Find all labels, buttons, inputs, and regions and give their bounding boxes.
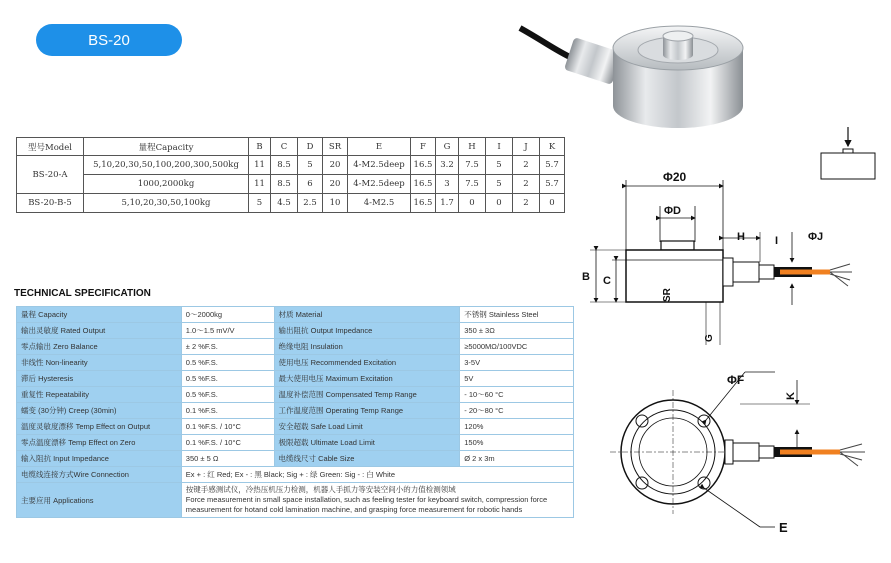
spec-value: 不锈钢 Stainless Steel [460,307,574,323]
spec-label: 输入阻抗 Input Impedance [17,451,182,467]
header-capacity: 量程Capacity [84,138,249,156]
label-c: C [603,275,611,287]
label-k: K [785,392,797,400]
spec-label: 重复性 Repeatability [17,387,182,403]
cell: 20 [323,175,348,194]
row-model: BS-20-A [17,156,84,194]
spec-label: 最大使用电压 Maximum Excitation [274,371,460,387]
spec-value: ± 2 %F.S. [181,339,274,355]
cell: 2.5 [298,194,323,213]
spec-label: 非线性 Non-linearity [17,355,182,371]
cell: 16.5 [411,156,436,175]
cell: 7.5 [459,175,486,194]
row-capacity: 1000,2000kg [84,175,249,194]
header-c: C [271,138,298,156]
spec-value: 3-5V [460,355,574,371]
cell: 5.7 [540,175,565,194]
spec-value: ≥5000MΩ/100VDC [460,339,574,355]
label-phi20: Φ20 [663,170,687,184]
spec-value: 0.1 %F.S. [181,403,274,419]
cell: 11 [249,156,271,175]
spec-label: 滞后 Hysteresis [17,371,182,387]
header-sr: SR [323,138,348,156]
header-model: 型号Model [17,138,84,156]
spec-label: 绝缘电阻 Insulation [274,339,460,355]
spec-value: 0.1 %F.S. / 10°C [181,419,274,435]
side-view-cable [774,264,852,286]
cell: 3.2 [436,156,459,175]
cell: 2 [513,194,540,213]
spec-value: - 10～60 °C [460,387,574,403]
spec-label: 极限超载 Ultimate Load Limit [274,435,460,451]
header-j: J [513,138,540,156]
cell: 1.7 [436,194,459,213]
wiring-label: 电缆线连接方式Wire Connection [17,467,182,483]
application-label: 主要应用 Applications [17,483,182,518]
spec-value: 5V [460,371,574,387]
wiring-value: Ex + : 红 Red; Ex - : 黑 Black; Sig + : 绿 Green: Sig - : 白 White [181,467,573,483]
spec-value: 350 ± 3Ω [460,323,574,339]
label-e: E [779,520,788,535]
header-k: K [540,138,565,156]
spec-value: 0～2000kg [181,307,274,323]
cell: 3 [436,175,459,194]
spec-label: 电缆线尺寸 Cable Size [274,451,460,467]
spec-label: 量程 Capacity [17,307,182,323]
label-phif: ΦF [727,373,745,387]
spec-value: 350 ± 5 Ω [181,451,274,467]
spec-label: 材质 Material [274,307,460,323]
label-i: I [775,235,779,247]
cell: 5 [486,175,513,194]
row-capacity: 5,10,20,30,50,100kg [84,194,249,213]
cell: 16.5 [411,175,436,194]
spec-value: 150% [460,435,574,451]
cell: 4-M2.5 [348,194,411,213]
label-phid: ΦD [664,205,681,217]
header-g: G [436,138,459,156]
cell: 5 [249,194,271,213]
label-b: B [582,271,590,283]
spec-label: 温度补偿范围 Compensated Temp Range [274,387,460,403]
cell: 4.5 [271,194,298,213]
spec-label: 工作温度范围 Operating Temp Range [274,403,460,419]
spec-label: 零点输出 Zero Balance [17,339,182,355]
side-view-drawing [590,180,792,345]
cell: 0 [540,194,565,213]
cell: 0 [459,194,486,213]
row-capacity: 5,10,20,30,50,100,200,300,500kg [84,156,249,175]
cell: 0 [486,194,513,213]
spec-value: Ø 2 x 3m [460,451,574,467]
spec-value: 0.1 %F.S. / 10°C [181,435,274,451]
load-direction-icon [821,127,875,179]
cell: 4-M2.5deep [348,175,411,194]
header-f: F [411,138,436,156]
tech-spec-title: TECHNICAL SPECIFICATION [14,288,151,299]
label-h: H [737,231,745,243]
cell: 8.5 [271,175,298,194]
header-b: B [249,138,271,156]
spec-label: 输出灵敏度 Rated Output [17,323,182,339]
spec-value: 1.0～1.5 mV/V [181,323,274,339]
label-sr: SR [662,288,673,302]
cell: 5 [298,156,323,175]
cell: 5.7 [540,156,565,175]
header-e: E [348,138,411,156]
cell: 7.5 [459,156,486,175]
model-badge: BS-20 [36,24,182,56]
row-model: BS-20-B-5 [17,194,84,213]
cell: 4-M2.5deep [348,156,411,175]
spec-value: 0.5 %F.S. [181,387,274,403]
top-view-cable [774,444,865,466]
spec-value: 120% [460,419,574,435]
cell: 6 [298,175,323,194]
spec-label: 使用电压 Recommended Excitation [274,355,460,371]
spec-label: 温度灵敏度漂移 Temp Effect on Output [17,419,182,435]
cell: 5 [486,156,513,175]
cell: 2 [513,175,540,194]
header-i: I [486,138,513,156]
cell: 11 [249,175,271,194]
label-g: G [704,334,715,342]
cell: 10 [323,194,348,213]
header-d: D [298,138,323,156]
spec-value: 0.5 %F.S. [181,355,274,371]
spec-value: 0.5 %F.S. [181,371,274,387]
spec-label: 输出阻抗 Output Impedance [274,323,460,339]
cell: 2 [513,156,540,175]
spec-label: 零点温度漂移 Temp Effect on Zero [17,435,182,451]
spec-label: 蠕变 (30分钟) Creep (30min) [17,403,182,419]
label-phij: ΦJ [808,231,824,243]
load-cell-photo [520,26,743,128]
application-line-cn: 按键手感测试仪，冷热压机压力检测，机器人手抓力等安装空间小的力值检测领域 [185,485,456,494]
header-h: H [459,138,486,156]
cell: 16.5 [411,194,436,213]
spec-value: - 20～80 °C [460,403,574,419]
cell: 20 [323,156,348,175]
application-line-en: Force measurement in small space installation, such as feeling tester for keyboard switch, compression force measurement for hotand cold lamination machine, and grasping force measurement for robotic hands [185,495,548,514]
spec-label: 安全超载 Safe Load Limit [274,419,460,435]
cell: 8.5 [271,156,298,175]
